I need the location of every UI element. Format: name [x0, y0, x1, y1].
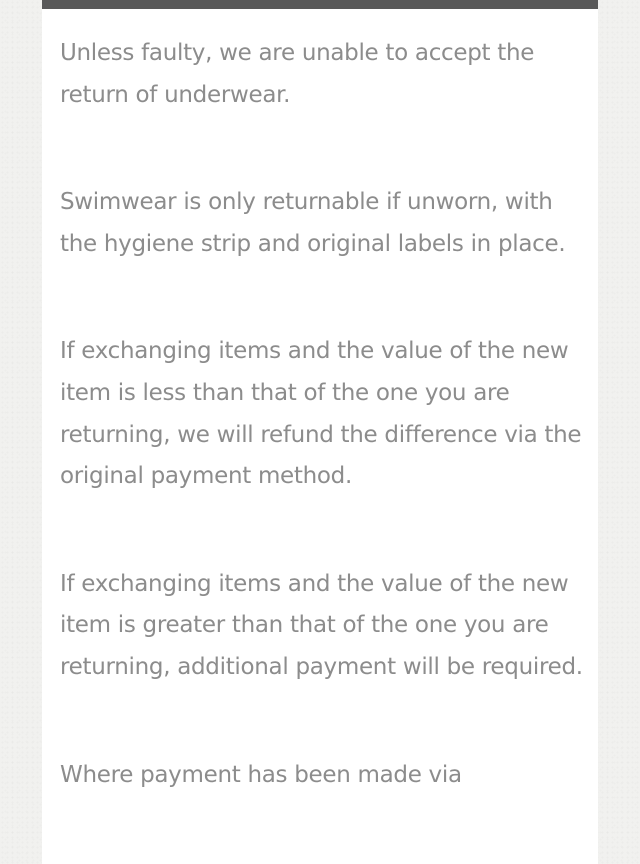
header-bar	[42, 0, 598, 9]
content-panel	[42, 0, 598, 864]
returns-policy-text	[60, 33, 590, 862]
policy-paragraph-exchange-higher-value: If exchanging items and the value of the new item is greater than that of the one you are returning, additional payment will be required.	[60, 570, 583, 680]
policy-paragraph-swimwear: Swimwear is only returnable if unworn, with the hygiene strip and original labels in place.	[60, 189, 566, 257]
policy-paragraph-exchange-lower-value: If exchanging items and the value of the new item is less than that of the one you are returning, we will refund the difference via the original payment method.	[60, 338, 582, 490]
policy-paragraph-payment-method: Where payment has been made via	[60, 761, 462, 788]
policy-paragraph-underwear: Unless faulty, we are unable to accept the return of underwear.	[60, 40, 535, 108]
